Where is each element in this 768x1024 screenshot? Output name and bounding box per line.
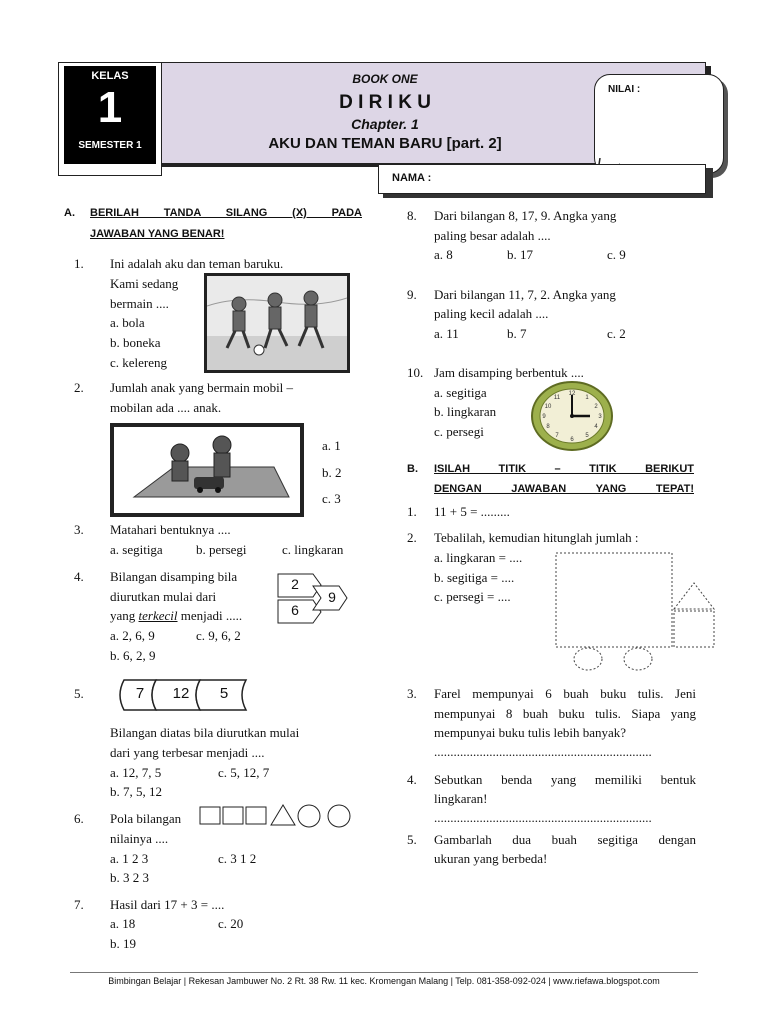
- q5-line2: dari yang terbesar menjadi ....: [110, 745, 265, 760]
- q4-option-c[interactable]: c. 9, 6, 2: [196, 628, 241, 643]
- b1-line1[interactable]: 11 + 5 = .........: [434, 504, 510, 519]
- q4-line2: diurutkan mulai dari: [110, 589, 217, 604]
- q7-option-a[interactable]: a. 18: [110, 916, 136, 931]
- q5-option-a[interactable]: a. 12, 7, 5: [110, 765, 162, 780]
- kids-playing-ball-image: [204, 273, 350, 373]
- b2-option-c[interactable]: c. persegi = ....: [434, 589, 511, 604]
- footer-text: Bimbingan Belajar | Rekesan Jambuwer No. 2 Rt. 38 Rw. 11 kec. Kromengan Malang | Telp. 081-358-092-024 | www.riefawa.blogspot.com: [108, 976, 660, 986]
- nama-label: NAMA :: [392, 172, 432, 184]
- chapter-label: Chapter. 1: [351, 116, 419, 132]
- q8-option-c[interactable]: c. 9: [607, 247, 626, 262]
- b1-number: 1.: [407, 504, 417, 519]
- b5-line1: Gambarlah dua buah segitiga dengan: [434, 832, 696, 847]
- clock-icon: [530, 380, 614, 452]
- dotted-truck-drawing: [554, 551, 718, 675]
- svg-text:3: 3: [598, 414, 602, 420]
- q2-number: 2.: [74, 380, 84, 395]
- q3-option-a[interactable]: a. segitiga: [110, 542, 163, 557]
- svg-text:10: 10: [544, 404, 552, 410]
- q5-number: 5.: [74, 686, 84, 701]
- book-label: BOOK ONE: [352, 72, 418, 86]
- svg-text:7: 7: [555, 433, 559, 439]
- kelas-number: 1: [97, 83, 123, 132]
- q9-line2: paling kecil adalah ....: [434, 306, 549, 321]
- q9-option-c[interactable]: c. 2: [607, 326, 626, 341]
- q10-line1: Jam disamping berbentuk ....: [434, 365, 584, 380]
- footer-divider: [70, 972, 698, 973]
- b3-line2: mempunyai 8 buah buku tulis. Siapa yang: [434, 706, 696, 721]
- chapter-subtitle: AKU DAN TEMAN BARU [part. 2]: [268, 135, 502, 152]
- q4-option-b[interactable]: b. 6, 2, 9: [110, 648, 156, 663]
- q7-option-b[interactable]: b. 19: [110, 936, 136, 951]
- q10-option-a[interactable]: a. segitiga: [434, 385, 487, 400]
- q6-number: 6.: [74, 811, 84, 826]
- q4-line1: Bilangan disamping bila: [110, 569, 238, 584]
- section-b-letter: B.: [407, 463, 418, 475]
- b2-option-b[interactable]: b. segitiga = ....: [434, 570, 515, 585]
- q9-option-b[interactable]: b. 7: [507, 326, 527, 341]
- q4-line3: [110, 606, 242, 626]
- svg-text:12: 12: [568, 391, 576, 397]
- q5-option-c[interactable]: c. 5, 12, 7: [218, 765, 270, 780]
- q1-line1: Ini adalah aku dan teman baruku.: [110, 256, 284, 271]
- b2-option-a[interactable]: a. lingkaran = ....: [434, 550, 523, 565]
- b4-line1: Sebutkan benda yang memiliki bentuk: [434, 772, 696, 787]
- svg-text:1: 1: [585, 395, 589, 401]
- kelas-badge: [64, 66, 156, 164]
- q4-line3-pre: yang: [110, 608, 139, 623]
- svg-text:11: 11: [553, 395, 561, 401]
- q8-line2: paling besar adalah ....: [434, 228, 551, 243]
- q1-option-c[interactable]: c. kelereng: [110, 355, 168, 370]
- b5-line2: ukuran yang berbeda!: [434, 851, 548, 866]
- q5-line1: Bilangan diatas bila diurutkan mulai: [110, 725, 300, 740]
- q2-line2: mobilan ada .... anak.: [110, 400, 222, 415]
- q5-option-b[interactable]: b. 7, 5, 12: [110, 784, 162, 799]
- q3-number: 3.: [74, 522, 84, 537]
- q1-number: 1.: [74, 256, 84, 271]
- q7-number: 7.: [74, 897, 84, 912]
- q7-option-c[interactable]: c. 20: [218, 916, 244, 931]
- b2-line1: Tebalilah, kemudian hitunglah jumlah :: [434, 530, 639, 545]
- b3-number: 3.: [407, 686, 417, 701]
- section-b-title-1: ISILAH TITIK – TITIK BERIKUT: [434, 463, 694, 475]
- q8-option-b[interactable]: b. 17: [507, 247, 533, 262]
- q10-option-b[interactable]: b. lingkaran: [434, 404, 497, 419]
- semester-label: SEMESTER 1: [78, 140, 142, 151]
- b3-answer-line[interactable]: ...................................................................: [434, 744, 652, 759]
- b4-line2: lingkaran!: [434, 791, 488, 806]
- q3-line1: Matahari bentuknya ....: [110, 522, 231, 537]
- q10-option-c[interactable]: c. persegi: [434, 424, 484, 439]
- svg-text:4: 4: [594, 424, 598, 430]
- q1-option-a[interactable]: a. bola: [110, 315, 145, 330]
- q4-number: 4.: [74, 569, 84, 584]
- q9-option-a[interactable]: a. 11: [434, 326, 459, 341]
- q4-box-3: 9: [328, 589, 336, 605]
- q9-line1: Dari bilangan 11, 7, 2. Angka yang: [434, 287, 616, 302]
- q6-option-c[interactable]: c. 3 1 2: [218, 851, 257, 866]
- q6-option-a[interactable]: a. 1 2 3: [110, 851, 149, 866]
- q3-option-c[interactable]: c. lingkaran: [282, 542, 344, 557]
- q4-line3-emphasis: terkecil: [138, 608, 178, 623]
- q6-line1: Pola bilangan: [110, 811, 182, 826]
- section-a-title-2: JAWABAN YANG BENAR!: [90, 228, 225, 240]
- b3-line3: mempunyai buku tulis lebih banyak?: [434, 725, 627, 740]
- b5-number: 5.: [407, 832, 417, 847]
- b2-number: 2.: [407, 530, 417, 545]
- q2-option-a[interactable]: a. 1: [322, 438, 341, 453]
- q6-line2: nilainya ....: [110, 831, 169, 846]
- b4-answer-line[interactable]: ...................................................................: [434, 810, 652, 825]
- q5-number-3: 5: [219, 685, 229, 702]
- svg-text:5: 5: [585, 433, 589, 439]
- q3-option-b[interactable]: b. persegi: [196, 542, 247, 557]
- q2-line1: Jumlah anak yang bermain mobil –: [110, 380, 294, 395]
- q4-line3-post: menjadi .....: [177, 608, 243, 623]
- q4-box-2: 6: [291, 602, 299, 618]
- svg-text:9: 9: [542, 414, 546, 420]
- section-a-letter: A.: [64, 207, 75, 219]
- q8-number: 8.: [407, 208, 417, 223]
- shape-pattern-diagram: [199, 803, 355, 829]
- q9-number: 9.: [407, 287, 417, 302]
- b3-line1: Farel mempunyai 6 buah buku tulis. Jeni: [434, 686, 696, 701]
- q1-line2: Kami sedang: [110, 276, 179, 291]
- section-b-title-2: DENGAN JAWABAN YANG TEPAT!: [434, 483, 694, 495]
- q7-line1: Hasil dari 17 + 3 = ....: [110, 897, 225, 912]
- svg-text:8: 8: [546, 424, 550, 430]
- q1-option-b[interactable]: b. boneka: [110, 335, 161, 350]
- kids-toy-car-image: [110, 423, 304, 517]
- kelas-label: KELAS: [91, 70, 129, 82]
- q8-line1: Dari bilangan 8, 17, 9. Angka yang: [434, 208, 617, 223]
- q2-option-c[interactable]: c. 3: [322, 491, 341, 506]
- svg-text:6: 6: [570, 437, 574, 443]
- q5-number-2: 12: [172, 685, 190, 702]
- q2-option-b[interactable]: b. 2: [322, 465, 342, 480]
- nilai-label: NILAI :: [608, 84, 641, 95]
- svg-text:2: 2: [594, 404, 598, 410]
- section-a-title-1: BERILAH TANDA SILANG (X) PADA: [90, 207, 362, 219]
- q1-line3: bermain ....: [110, 296, 169, 311]
- q4-box-1: 2: [291, 576, 299, 592]
- b4-number: 4.: [407, 772, 417, 787]
- page-title: D I R I K U: [339, 92, 431, 113]
- q5-number-1: 7: [135, 685, 145, 702]
- q6-option-b[interactable]: b. 3 2 3: [110, 870, 149, 885]
- q10-number: 10.: [407, 365, 424, 380]
- q8-option-a[interactable]: a. 8: [434, 247, 453, 262]
- q4-option-a[interactable]: a. 2, 6, 9: [110, 628, 155, 643]
